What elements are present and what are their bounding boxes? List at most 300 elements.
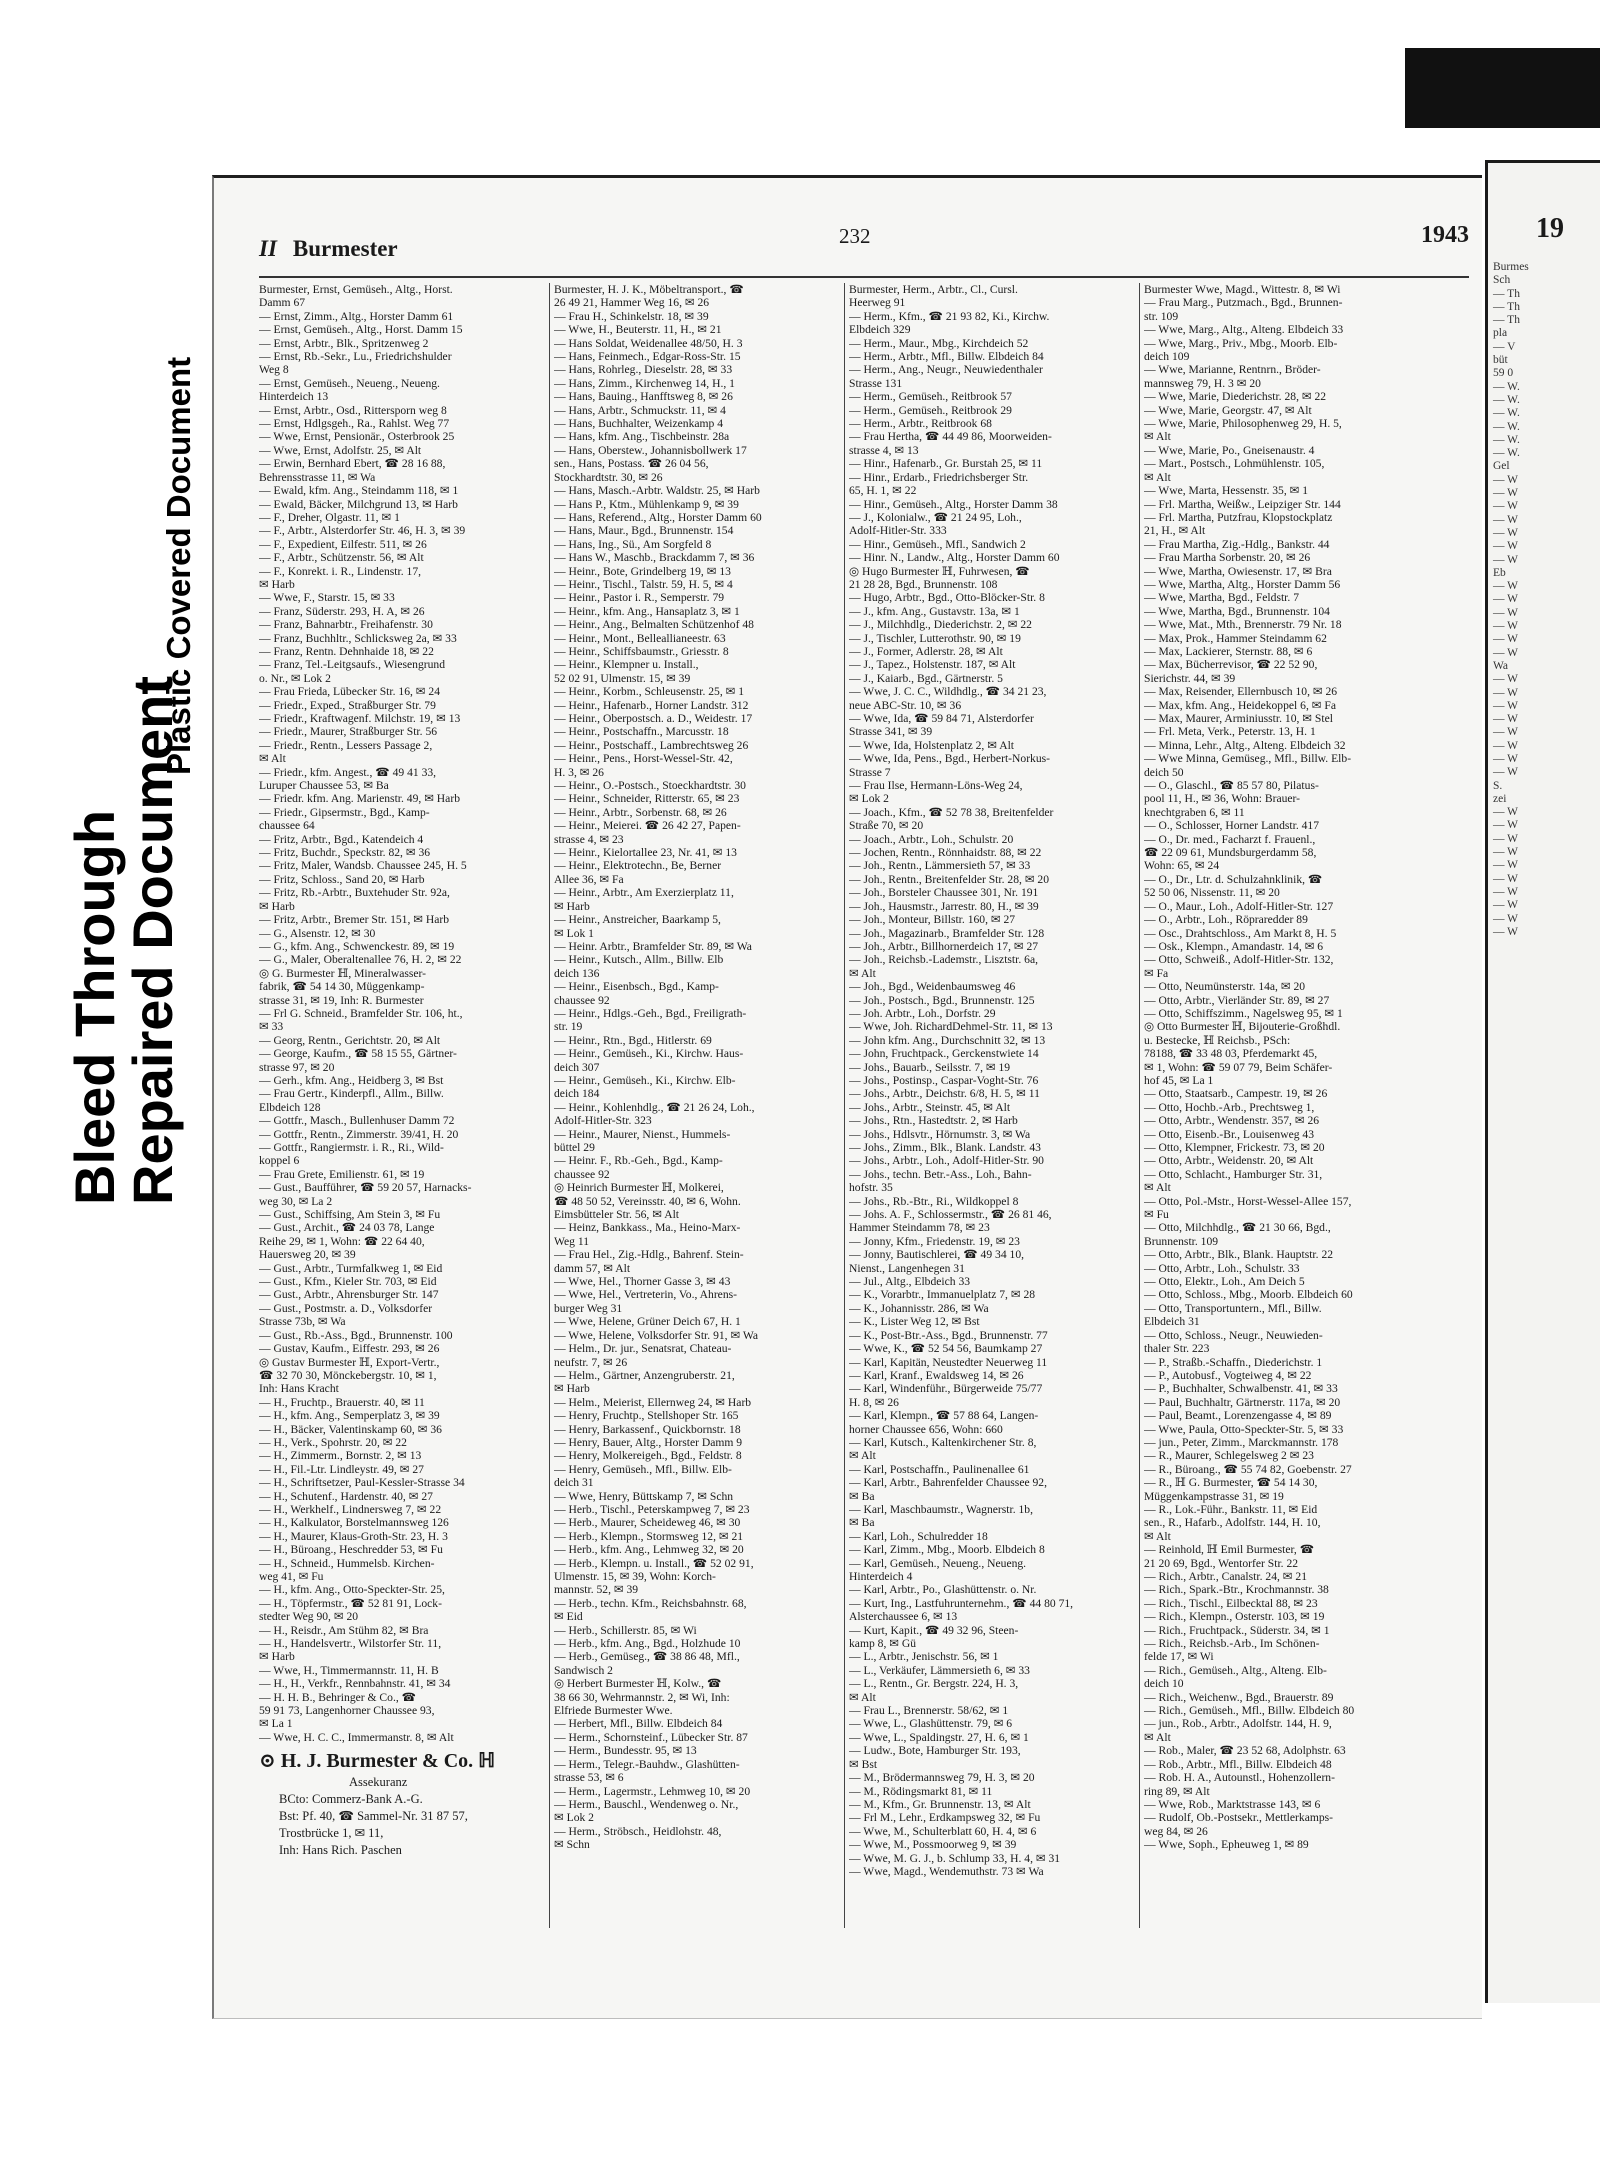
directory-entry-line: chaussee 92 bbox=[554, 993, 610, 1007]
directory-entry-line: — H., kfm. Ang., Otto-Speckter-Str. 25, bbox=[259, 1583, 445, 1597]
directory-entry-line: horner Chaussee 656, Wohn: 660 bbox=[849, 1422, 1003, 1436]
directory-entry-line: — Herb., Klempn. u. Install., ☎ 52 02 91, bbox=[554, 1556, 754, 1570]
directory-entry-line: — Heinr., Kohlenhdlg., ☎ 21 26 24, Loh., bbox=[554, 1100, 755, 1114]
directory-entry-line: 21, H., ✉ Alt bbox=[1144, 524, 1206, 538]
directory-entry-line: — Johs., Rb.-Btr., Ri., Wildkoppel 8 bbox=[849, 1194, 1019, 1208]
directory-entry-line: ◎ Otto Burmester ℍ, Bijouterie-Großhdl. bbox=[1144, 1020, 1341, 1034]
directory-entry-line: — Rich., Klempn., Osterstr. 103, ✉ 19 bbox=[1144, 1610, 1325, 1624]
directory-entry-line: — Heinr., Korbm., Schleusenstr. 25, ✉ 1 bbox=[554, 685, 745, 699]
directory-entry-line: — L., Arbtr., Jenischstr. 56, ✉ 1 bbox=[849, 1650, 999, 1664]
directory-entry-line: strasse 31, ✉ 19, Inh: R. Burmester bbox=[259, 993, 424, 1007]
directory-entry-line: — jun., Peter, Zimm., Marckmannstr. 178 bbox=[1144, 1435, 1339, 1449]
directory-entry-line: — H., Zimmerm., Bornstr. 2, ✉ 13 bbox=[259, 1449, 422, 1463]
directory-entry-line: — Gust., Baufführer, ☎ 59 20 57, Harnacks- bbox=[259, 1181, 472, 1195]
directory-entry-line: Ulmenstr. 15, ✉ 39, Wohn: Korch- bbox=[554, 1570, 716, 1583]
directory-entry-line: Strasse 341, ✉ 39 bbox=[849, 725, 933, 739]
directory-entry-line: 26 49 21, Hammer Weg 16, ✉ 26 bbox=[554, 296, 710, 310]
directory-entry-line: — Otto, Schlacht., Hamburger Str. 31, bbox=[1144, 1167, 1323, 1181]
directory-entry-line: Luruper Chaussee 53, ✉ Ba bbox=[259, 779, 389, 793]
directory-entry-line: — Otto, Schloss., Neugr., Neuwieden- bbox=[1144, 1328, 1323, 1342]
directory-entry-line: büttel 29 bbox=[554, 1141, 595, 1154]
directory-entry-line: — Franz, Rentn. Dehnhaide 18, ✉ 22 bbox=[259, 644, 434, 658]
directory-entry-line: — Friedr., Maurer, Straßburger Str. 56 bbox=[259, 725, 438, 739]
directory-entry-line: — J., Kolonialw., ☎ 21 24 95, Loh., bbox=[849, 510, 1022, 524]
next-page-line: — W bbox=[1493, 766, 1519, 779]
directory-entry-line: — Heinr., Postschaffn., Marcusstr. 18 bbox=[554, 725, 729, 739]
directory-entry-line: — Rich., Weichenw., Bgd., Brauerstr. 89 bbox=[1144, 1690, 1334, 1704]
directory-entry-line: — Wwe, Marie, Philosophenweg 29, H. 5, bbox=[1144, 417, 1342, 431]
directory-entry-line: burger Weg 31 bbox=[554, 1301, 623, 1315]
directory-entry-line: ✉ Alt bbox=[849, 1449, 876, 1463]
directory-entry-line: — Jonny, Kfm., Friedenstr. 19, ✉ 23 bbox=[849, 1234, 1020, 1248]
directory-entry-line: — Hans, Masch.-Arbtr. Waldstr. 25, ✉ Harb bbox=[554, 484, 760, 498]
directory-entry-line: — Karl, Kutsch., Kaltenkirchener Str. 8, bbox=[849, 1435, 1037, 1449]
directory-entry-line: — Karl, Maschbaumstr., Wagnerstr. 1b, bbox=[849, 1502, 1033, 1516]
directory-entry-line: — J., Milchhdlg., Diederichstr. 2, ✉ 22 bbox=[849, 618, 1032, 632]
directory-entry-line: — Wwe, M., Schulterblatt 60, H. 4, ✉ 6 bbox=[849, 1824, 1037, 1838]
directory-entry-line: Weg 11 bbox=[554, 1234, 590, 1248]
label-repaired-document: Repaired Document bbox=[121, 676, 184, 1205]
directory-entry-line: — Frau Gertr., Kinderpfl., Allm., Billw. bbox=[259, 1087, 444, 1101]
directory-entry-line: ✉ Fu bbox=[1144, 1208, 1169, 1222]
directory-entry-line: Damm 67 bbox=[259, 296, 306, 310]
directory-entry-line: — Heinr., kfm. Ang., Hansaplatz 3, ✉ 1 bbox=[554, 604, 740, 618]
directory-entry-line: — Hans, Rohrleg., Dieselstr. 28, ✉ 33 bbox=[554, 363, 733, 377]
company-entry-line: Trostbrücke 1, ✉ 11, bbox=[279, 1826, 384, 1841]
directory-entry-line: Behrensstrasse 11, ✉ Wa bbox=[259, 470, 376, 484]
directory-entry-line: — Rich., Gemüseh., Mfl., Billw. Elbdeich 80 bbox=[1144, 1704, 1355, 1718]
directory-entry-line: — Karl, Klempn., ☎ 57 88 64, Langen- bbox=[849, 1409, 1039, 1423]
directory-entry-line: — P., Straßb.-Schaffn., Diederichstr. 1 bbox=[1144, 1355, 1323, 1369]
directory-entry-line: ring 89, ✉ Alt bbox=[1144, 1784, 1210, 1798]
directory-entry-line: — Frl. Martha, Weißw., Leipziger Str. 144 bbox=[1144, 497, 1341, 511]
directory-entry-line: Wohn: 65, ✉ 24 bbox=[1144, 859, 1220, 873]
directory-entry-line: ✉ Ba bbox=[849, 1516, 875, 1530]
directory-entry-line: — Herb., Gemüseg., ☎ 38 86 48, Mfl., bbox=[554, 1650, 740, 1664]
directory-entry-line: — Wwe Minna, Gemüseg., Mfl., Billw. Elb- bbox=[1144, 752, 1352, 766]
directory-entry-line: — F., Expedient, Eilfestr. 511, ✉ 26 bbox=[259, 537, 427, 551]
directory-entry-line: — Helm., Gärtner, Anzengruberstr. 21, bbox=[554, 1368, 735, 1382]
directory-entry-line: — Johs., Arbtr., Loh., Adolf-Hitler-Str. 90 bbox=[849, 1154, 1044, 1168]
directory-entry-line: ✉ Alt bbox=[849, 966, 876, 980]
directory-entry-line: — Heinr., Anstreicher, Baarkamp 5, bbox=[554, 913, 721, 927]
directory-entry-line: — Gustav, Kaufm., Eiffestr. 293, ✉ 26 bbox=[259, 1342, 440, 1356]
overlay-labels bbox=[0, 0, 210, 1300]
directory-entry-line: ✉ Alt bbox=[849, 1690, 876, 1704]
directory-entry-line: — Otto, Pol.-Mstr., Horst-Wessel-Allee 157, bbox=[1144, 1194, 1352, 1208]
directory-entry-line: — Wwe, H., Timmermannstr. 11, H. B bbox=[259, 1663, 439, 1677]
directory-entry-line: mannstr. 52, ✉ 39 bbox=[554, 1583, 639, 1597]
directory-entry-line: — Max, Maurer, Arminiusstr. 10, ✉ Stel bbox=[1144, 712, 1333, 725]
directory-entry-line: — Joh., Rentn., Breitenfelder Str. 28, ✉ 20 bbox=[849, 872, 1050, 886]
directory-entry-line: — Hans, Ing., Sü., Am Sorgfeld 8 bbox=[554, 537, 712, 551]
directory-entry-line: — jun., Rob., Arbtr., Adolfstr. 144, H. 9, bbox=[1144, 1717, 1332, 1731]
directory-entry-line: — H., Töpfermstr., ☎ 52 81 91, Lock- bbox=[259, 1596, 442, 1610]
next-page-line: — W bbox=[1493, 859, 1519, 872]
directory-entry-line: — K., Johannisstr. 286, ✉ Wa bbox=[849, 1301, 989, 1315]
directory-entry-line: — Ludw., Bote, Hamburger Str. 193, bbox=[849, 1744, 1021, 1758]
directory-entry-line: — H., Schneid., Hummelsb. Kirchen- bbox=[259, 1556, 435, 1570]
directory-entry-line: — Max, kfm. Ang., Heidekoppel 6, ✉ Fa bbox=[1144, 698, 1336, 712]
directory-entry-line: — Osc., Drahtschloss., Am Markt 8, H. 5 bbox=[1144, 926, 1337, 940]
next-page-line: — W bbox=[1493, 832, 1519, 845]
directory-entry-line: chaussee 92 bbox=[554, 1167, 610, 1181]
directory-entry-line: ✉ Alt bbox=[1144, 1529, 1171, 1543]
directory-entry-line: — Hans, kfm. Ang., Tischbeinstr. 28a bbox=[554, 430, 730, 444]
directory-entry-line: ✉ Alt bbox=[1144, 430, 1171, 444]
directory-entry-line: Strasse 131 bbox=[849, 376, 903, 390]
directory-page bbox=[212, 175, 1482, 2019]
directory-entry-line: — M., Brödermannsweg 79, H. 3, ✉ 20 bbox=[849, 1771, 1035, 1785]
directory-entry-line: pool 11, H., ✉ 36, Wohn: Brauer- bbox=[1144, 792, 1301, 806]
next-page-text bbox=[1493, 261, 1529, 939]
next-page-line: — W. bbox=[1493, 407, 1520, 420]
directory-entry-line: 65, H. 1, ✉ 22 bbox=[849, 484, 917, 498]
directory-entry-line: — Frl M., Lehr., Erdkampsweg 32, ✉ Fu bbox=[849, 1811, 1041, 1825]
directory-entry-line: Adolf-Hitler-Str. 333 bbox=[849, 524, 947, 538]
next-page-line: — W bbox=[1493, 899, 1519, 912]
directory-entry-line: — Frau Ilse, Hermann-Löns-Weg 24, bbox=[849, 779, 1023, 793]
directory-entry-line: deich 136 bbox=[554, 966, 600, 980]
directory-entry-line: — Georg, Rentn., Gerichtstr. 20, ✉ Alt bbox=[259, 1033, 441, 1047]
directory-entry-line: — Wwe, Helene, Grüner Deich 67, H. 1 bbox=[554, 1315, 741, 1329]
directory-entry-line: — Wwe, Ernst, Adolfstr. 25, ✉ Alt bbox=[259, 443, 422, 457]
directory-entry-line: — Herm., Lagermstr., Lehmweg 10, ✉ 20 bbox=[554, 1784, 751, 1798]
directory-entry-line: — Hinr. N., Landw., Altg., Horster Damm 60 bbox=[849, 551, 1060, 565]
directory-entry-line: — Heinr., Schneider, Ritterstr. 65, ✉ 23 bbox=[554, 792, 740, 806]
directory-entry-line: — Wwe, Martha, Bgd., Feldstr. 7 bbox=[1144, 591, 1299, 605]
directory-entry-line: — Heinr., Arbtr., Sorbenstr. 68, ✉ 26 bbox=[554, 805, 727, 819]
directory-entry-line: — Paul, Buchhaltr, Gärtnerstr. 117a, ✉ 20 bbox=[1144, 1395, 1341, 1409]
directory-entry-line: — Johs., Bauarb., Seilsstr. 7, ✉ 19 bbox=[849, 1060, 1011, 1074]
directory-entry-line: neue ABC-Str. 10, ✉ 36 bbox=[849, 698, 962, 712]
next-page-line: — W bbox=[1493, 726, 1519, 739]
directory-entry-line: Elbdeich 31 bbox=[1144, 1315, 1200, 1329]
directory-entry-line: — Herm., Telegr.-Bauhdw., Glashütten- bbox=[554, 1757, 740, 1771]
directory-entry-line: — Herb., Schillerstr. 85, ✉ Wi bbox=[554, 1623, 697, 1637]
directory-entry-line: — John, Fruchtpack., Gerckenstwiete 14 bbox=[849, 1047, 1039, 1061]
directory-entry-line: — Helm., Dr. jur., Senatsrat, Chateau- bbox=[554, 1342, 732, 1356]
directory-entry-line: — Wwe, Helene, Volksdorfer Str. 91, ✉ Wa bbox=[554, 1328, 759, 1342]
next-page-line: — W bbox=[1493, 699, 1519, 712]
directory-entry-line: — Otto, Schweiß., Adolf-Hitler-Str. 132, bbox=[1144, 953, 1334, 967]
directory-entry-line: — Herb., kfm. Ang., Lehmweg 32, ✉ 20 bbox=[554, 1543, 744, 1557]
directory-entry-line: strasse 97, ✉ 20 bbox=[259, 1060, 335, 1074]
directory-entry-line: — Joh. Arbtr., Loh., Dorfstr. 29 bbox=[849, 1006, 996, 1020]
directory-entry-line: — Wwe, Marg., Altg., Alteng. Elbdeich 33 bbox=[1144, 323, 1344, 337]
directory-entry-line: — George, Kaufm., ☎ 58 15 55, Gärtner- bbox=[259, 1047, 457, 1061]
directory-entry-line: weg 41, ✉ Fu bbox=[259, 1570, 324, 1583]
directory-entry-line: — H., Bäcker, Valentinskamp 60, ✉ 36 bbox=[259, 1422, 442, 1436]
directory-entry-line: — Rob., Maler, ☎ 23 52 68, Adolphstr. 63 bbox=[1144, 1744, 1346, 1758]
column-divider bbox=[844, 283, 845, 1928]
directory-entry-line: — G., Maler, Oberaltenallee 76, H. 2, ✉ 22 bbox=[259, 953, 462, 967]
directory-entry-line: — Joh., Bgd., Weidenbaumsweg 46 bbox=[849, 980, 1016, 994]
directory-entry-line: — Ernst, Hdlgsgeh., Ra., Rahlst. Weg 77 bbox=[259, 417, 450, 431]
directory-entry-line: — Hans, Referend., Altg., Horster Damm 60 bbox=[554, 510, 762, 524]
header-heading bbox=[259, 236, 398, 262]
next-page-line: — W bbox=[1493, 925, 1519, 938]
directory-entry-line: — Otto, Schiffszimm., Nagelsweg 95, ✉ 1 bbox=[1144, 1006, 1343, 1020]
directory-entry-line: — Franz, Buchhltr., Schlicksweg 2a, ✉ 33 bbox=[259, 631, 457, 645]
directory-entry-line: sen., R., Hafarb., Adolfstr. 144, H. 10, bbox=[1144, 1516, 1321, 1530]
directory-entry-line: Hinterdeich 13 bbox=[259, 390, 329, 404]
directory-entry-line: — Wwe, F., Starstr. 15, ✉ 33 bbox=[259, 591, 395, 605]
directory-entry-line: — Friedr., Rentn., Lessers Passage 2, bbox=[259, 738, 433, 752]
directory-entry-line: — Franz, Tel.-Leitgsaufs., Wiesengrund bbox=[259, 658, 446, 672]
directory-entry-line: — Heinr., Rtn., Bgd., Hitlerstr. 69 bbox=[554, 1033, 712, 1047]
directory-entry-line: — Heinr., Gemüseh., Ki., Kirchw. Haus- bbox=[554, 1047, 744, 1061]
scan-black-corner bbox=[1405, 48, 1600, 128]
directory-entry-line: — Wwe, Henry, Büttskamp 7, ✉ Schn bbox=[554, 1489, 734, 1503]
directory-entry-line: — Heinr., Schiffsbaumstr., Griesstr. 8 bbox=[554, 644, 729, 658]
directory-entry-line: Brunnenstr. 109 bbox=[1144, 1234, 1219, 1248]
directory-entry-line: — Herb., kfm. Ang., Bgd., Holzhude 10 bbox=[554, 1637, 741, 1651]
next-page-line: Eb bbox=[1493, 566, 1506, 579]
directory-entry-line: Burmester Wwe, Magd., Wittestr. 8, ✉ Wi bbox=[1144, 283, 1341, 296]
directory-entry-line: — Mart., Postsch., Lohmühlenstr. 105, bbox=[1144, 457, 1325, 471]
directory-entry-line: Straße 70, ✉ 20 bbox=[849, 819, 924, 833]
directory-entry-line: ✉ Alt bbox=[259, 752, 286, 766]
directory-entry-line: deich 307 bbox=[554, 1060, 600, 1074]
next-page-line: — W. bbox=[1493, 420, 1520, 433]
directory-entry-line: — Kurt, Kapit., ☎ 49 32 96, Steen- bbox=[849, 1623, 1019, 1637]
directory-entry-line: — Wwe, H., Beuterstr. 11, H., ✉ 21 bbox=[554, 323, 722, 337]
directory-entry-line: — Hans, Maur., Bgd., Brunnenstr. 154 bbox=[554, 524, 734, 538]
next-page-line: — W bbox=[1493, 713, 1519, 726]
directory-entry-line: — Fritz, Schloss., Sand 20, ✉ Harb bbox=[259, 872, 425, 886]
directory-entry-line: — H., Fruchtp., Brauerstr. 40, ✉ 11 bbox=[259, 1395, 425, 1409]
directory-entry-line: hof 45, ✉ La 1 bbox=[1144, 1073, 1214, 1087]
directory-entry-line: — Johs., techn. Betr.-Ass., Loh., Bahn- bbox=[849, 1167, 1032, 1181]
directory-entry-line: — Max, Lackierer, Sternstr. 88, ✉ 6 bbox=[1144, 644, 1313, 658]
directory-entry-line: — J., Kaiarb., Bgd., Gärtnerstr. 5 bbox=[849, 671, 1003, 685]
next-page-line: — W bbox=[1493, 620, 1519, 633]
directory-entry-line: — Herm., Ströbsch., Heidlohstr. 48, bbox=[554, 1824, 722, 1838]
directory-entry-line: — Hans Soldat, Weidenallee 48/50, H. 3 bbox=[554, 336, 743, 350]
directory-entry-line: — F., Konrekt. i. R., Lindenstr. 17, bbox=[259, 564, 422, 578]
next-page-line: pla bbox=[1493, 327, 1508, 340]
directory-entry-line: — Heinr., Gemüseh., Ki., Kirchw. Elb- bbox=[554, 1073, 736, 1087]
directory-entry-line: Heerweg 91 bbox=[849, 296, 906, 310]
company-entry-name: ⊙ H. J. Burmester & Co. ℍ bbox=[259, 1750, 496, 1773]
next-page-line: — W bbox=[1493, 633, 1519, 646]
next-page-line: — W bbox=[1493, 872, 1519, 885]
directory-entry-line: — R., Büroang., ☎ 55 74 82, Goebenstr. 27 bbox=[1144, 1462, 1352, 1476]
directory-entry-line: — Wwe, M. G. J., b. Schlump 33, H. 4, ✉ 31 bbox=[849, 1851, 1061, 1865]
next-page-line: — W. bbox=[1493, 393, 1520, 406]
directory-entry-line: — Gust., Rb.-Ass., Bgd., Brunnenstr. 100 bbox=[259, 1328, 453, 1342]
directory-entry-line: — Otto, Transportuntern., Mfl., Billw. bbox=[1144, 1301, 1322, 1315]
directory-entry-line: — H., Werkhelf., Lindnersweg 7, ✉ 22 bbox=[259, 1502, 442, 1516]
next-page-line: — Th bbox=[1493, 300, 1520, 313]
next-page-line: S. bbox=[1493, 779, 1503, 792]
directory-entry-line: — Ernst, Rb.-Sekr., Lu., Friedrichshulder bbox=[259, 350, 452, 364]
directory-entry-line: — Johs., Zimm., Blk., Blank. Landstr. 43 bbox=[849, 1141, 1041, 1154]
next-page-line: — W bbox=[1493, 646, 1519, 659]
directory-entry-line: — Herb., Maurer, Scheideweg 46, ✉ 30 bbox=[554, 1516, 741, 1530]
directory-entry-line: — Heinr., Pastor i. R., Semperstr. 79 bbox=[554, 591, 725, 605]
directory-entry-line: stedter Weg 90, ✉ 20 bbox=[259, 1610, 359, 1624]
directory-entry-line: — Otto, Hochb.-Arb., Prechtsweg 1, bbox=[1144, 1100, 1315, 1114]
directory-entry-line: — Otto, Arbtr., Wendenstr. 357, ✉ 26 bbox=[1144, 1114, 1320, 1128]
directory-entry-line: — Heinr., Arbtr., Am Exerzierplatz 11, bbox=[554, 886, 734, 900]
directory-entry-line: str. 109 bbox=[1144, 309, 1179, 323]
next-page-line: — Th bbox=[1493, 287, 1520, 300]
directory-entry-line: Reihe 29, ✉ 1, Wohn: ☎ 22 64 40, bbox=[259, 1234, 425, 1248]
directory-entry-line: — H., H., Verkfr., Rennbahnstr. 41, ✉ 34 bbox=[259, 1677, 451, 1691]
directory-entry-line: — H., Kalkulator, Borstelmannsweg 126 bbox=[259, 1516, 449, 1530]
directory-entry-line: — Heinr., Elektrotechn., Be, Berner bbox=[554, 859, 722, 873]
directory-entry-line: — Ernst, Gemüseh., Neueng., Neueng. bbox=[259, 376, 440, 390]
directory-entry-line: — K., Vorarbtr., Immanuelplatz 7, ✉ 28 bbox=[849, 1288, 1036, 1302]
directory-entry-line: ☎ 22 09 61, Mundsburgerdamm 58, bbox=[1144, 846, 1317, 860]
directory-entry-line: — Rich., Tischl., Eilbecktal 88, ✉ 23 bbox=[1144, 1596, 1318, 1610]
directory-entry-line: — Heinr. Arbtr., Bramfelder Str. 89, ✉ Wa bbox=[554, 939, 752, 953]
directory-entry-line: Hammer Steindamm 78, ✉ 23 bbox=[849, 1221, 990, 1235]
heading-name: Burmester bbox=[292, 236, 398, 261]
directory-entry-line: — Hans, Bauing., Hanfftsweg 8, ✉ 26 bbox=[554, 390, 733, 404]
directory-entry-line: ◎ Hugo Burmester ℍ, Fuhrwesen, ☎ bbox=[849, 564, 1030, 578]
directory-entry-line: — Heinr., Tischl., Talstr. 59, H. 5, ✉ 4 bbox=[554, 577, 733, 591]
directory-entry-line: Inh: Hans Kracht bbox=[259, 1382, 339, 1396]
directory-entry-line: ✉ Bst bbox=[849, 1757, 878, 1771]
next-page-line: — W bbox=[1493, 806, 1519, 819]
directory-entry-line: — Joh., Hausmstr., Jarrestr. 80, H., ✉ 39 bbox=[849, 899, 1039, 913]
directory-entry-line: Sandwisch 2 bbox=[554, 1663, 613, 1677]
header-rule bbox=[259, 276, 1469, 278]
directory-entry-line: — Ernst, Gemüseh., Altg., Horst. Damm 15 bbox=[259, 323, 463, 337]
directory-entry-line: — Hugo, Arbtr., Bgd., Otto-Blöcker-Str. 8 bbox=[849, 591, 1045, 605]
label-bleed-through: Bleed Through bbox=[63, 809, 126, 1205]
directory-entry-line: — Wwe, Martha, Bgd., Brunnenstr. 104 bbox=[1144, 604, 1330, 618]
directory-entry-line: 52 50 06, Nissenstr. 11, ✉ 20 bbox=[1144, 886, 1280, 900]
directory-entry-line: — Gust., Arbtr., Turmfalkweg 1, ✉ Eid bbox=[259, 1261, 443, 1275]
directory-entry-line: — Herm., Arbtr., Reitbrook 68 bbox=[849, 417, 992, 431]
column-divider bbox=[549, 283, 550, 1928]
directory-entry-line: Strasse 7 bbox=[849, 765, 891, 779]
directory-entry-line: — Gust., Postmstr. a. D., Volksdorfer bbox=[259, 1301, 433, 1315]
directory-entry-line: deich 184 bbox=[554, 1087, 600, 1101]
directory-entry-line: — Wwe, L., Spaldingstr. 27, H. 6, ✉ 1 bbox=[849, 1730, 1029, 1744]
directory-entry-line: — F., Dreher, Olgastr. 11, ✉ 1 bbox=[259, 510, 400, 524]
directory-entry-line: Strasse 73b, ✉ Wa bbox=[259, 1315, 346, 1329]
directory-entry-line: — Wwe, Marie, Diederichstr. 28, ✉ 22 bbox=[1144, 390, 1327, 404]
directory-entry-line: — Helm., Meierist, Ellernweg 24, ✉ Harb bbox=[554, 1395, 752, 1409]
directory-entry-line: — Frau H., Schinkelstr. 18, ✉ 39 bbox=[554, 309, 709, 323]
next-page-line: — W. bbox=[1493, 433, 1520, 446]
directory-entry-line: — Herm., Bundesstr. 95, ✉ 13 bbox=[554, 1744, 697, 1758]
directory-entry-line: — Wwe, J. C. C., Wildhdlg., ☎ 34 21 23, bbox=[849, 685, 1047, 699]
directory-entry-line: Burmester, H. J. K., Möbeltransport., ☎ bbox=[554, 283, 744, 296]
directory-entry-line: — Joh., Magazinarb., Bramfelder Str. 128 bbox=[849, 926, 1045, 940]
directory-entry-line: — Jul., Altg., Elbdeich 33 bbox=[849, 1275, 971, 1289]
directory-entry-line: — Karl, Loh., Schulredder 18 bbox=[849, 1529, 988, 1543]
directory-entry-line: strasse 4, ✉ 13 bbox=[849, 443, 919, 457]
directory-entry-line: — H. H. B., Behringer & Co., ☎ bbox=[259, 1690, 417, 1704]
directory-entry-line: Hinterdeich 4 bbox=[849, 1570, 913, 1583]
directory-entry-line: — Herb., Klempn., Stormsweg 12, ✉ 21 bbox=[554, 1529, 744, 1543]
next-page-line: — W bbox=[1493, 606, 1519, 619]
directory-entry-line: — Otto, Schloss., Mbg., Moorb. Elbdeich 60 bbox=[1144, 1288, 1353, 1302]
next-page-line: — W bbox=[1493, 885, 1519, 898]
directory-entry-line: — Frau Hel., Zig.-Hdlg., Bahrenf. Stein- bbox=[554, 1248, 744, 1262]
next-page-line: — W bbox=[1493, 553, 1519, 566]
directory-entry-line: — Hinr., Gemüseh., Altg., Horster Damm 38 bbox=[849, 497, 1058, 511]
directory-entry-line: str. 19 bbox=[554, 1020, 583, 1034]
directory-entry-line: ✉ Lok 1 bbox=[554, 926, 594, 940]
directory-entry-line: hofstr. 35 bbox=[849, 1181, 893, 1195]
directory-entry-line: — Joh., Reichsb.-Lademstr., Lisztstr. 6a, bbox=[849, 953, 1039, 967]
directory-entry-line: — Rob. H. A., Autounstl., Hohenzollern- bbox=[1144, 1771, 1335, 1785]
directory-entry-line: — Max, Bücherrevisor, ☎ 22 52 90, bbox=[1144, 658, 1318, 672]
directory-entry-line: — Otto, Klempner, Frickestr. 73, ✉ 20 bbox=[1144, 1141, 1325, 1154]
directory-entry-line: — G., kfm. Ang., Schwenckestr. 89, ✉ 19 bbox=[259, 939, 455, 953]
directory-entry-line: — Minna, Lehr., Altg., Alteng. Elbdeich 32 bbox=[1144, 738, 1346, 752]
directory-entry-line: Eimsbütteler Str. 56, ✉ Alt bbox=[554, 1208, 680, 1222]
directory-entry-line: weg 30, ✉ La 2 bbox=[259, 1194, 333, 1208]
directory-entry-line: ✉ 1, Wohn: ☎ 59 07 79, Beim Schäfer- bbox=[1144, 1060, 1333, 1074]
directory-entry-line: — Hans, Oberstew., Johannisbollwerk 17 bbox=[554, 443, 747, 457]
directory-entry-line: o. Nr., ✉ Lok 2 bbox=[259, 671, 331, 685]
entries-column-2 bbox=[554, 283, 840, 1923]
next-page-line: Sch bbox=[1493, 274, 1511, 287]
directory-entry-line: — Ernst, Zimm., Altg., Horster Damm 61 bbox=[259, 309, 454, 323]
directory-entry-line: — Heinz, Bankkass., Ma., Heino-Marx- bbox=[554, 1221, 741, 1235]
directory-entry-line: — Erwin, Bernhard Ebert, ☎ 28 16 88, bbox=[259, 457, 446, 471]
directory-entry-line: — Wwe, Mat., Mth., Brennerstr. 79 Nr. 18 bbox=[1144, 618, 1342, 632]
next-page-line: — W bbox=[1493, 593, 1519, 606]
directory-entry-line: — Wwe, Joh. RichardDehmel-Str. 11, ✉ 13 bbox=[849, 1020, 1053, 1034]
directory-entry-line: — Max, Prok., Hammer Steindamm 62 bbox=[1144, 631, 1327, 645]
directory-entry-line: — Friedr., Gipsermstr., Bgd., Kamp- bbox=[259, 805, 430, 819]
directory-entry-line: Elbdeich 128 bbox=[259, 1100, 321, 1114]
directory-entry-line: — O., Dr. med., Facharzt f. Frauenl., bbox=[1144, 832, 1316, 846]
directory-entry-line: — Wwe, Hel., Vertreterin, Vo., Ahrens- bbox=[554, 1288, 737, 1302]
directory-entry-line: — P., Buchhalter, Schwalbenstr. 41, ✉ 33 bbox=[1144, 1382, 1338, 1396]
directory-entry-line: — Wwe, Ida, Pens., Bgd., Herbert-Norkus- bbox=[849, 752, 1051, 766]
directory-entry-line: — Kurt, Ing., Lastfuhrunternehm., ☎ 44 80 71, bbox=[849, 1596, 1074, 1610]
directory-entry-line: ◎ Herbert Burmester ℍ, Kolw., ☎ bbox=[554, 1677, 722, 1691]
directory-entry-line: — Wwe, M., Possmoorweg 9, ✉ 39 bbox=[849, 1838, 1017, 1852]
directory-entry-line: — Herm., Gemüseh., Reitbrook 29 bbox=[849, 403, 1012, 417]
directory-entry-line: ◎ Gustav Burmester ℍ, Export-Vertr., bbox=[259, 1355, 440, 1369]
directory-entry-line: ✉ Harb bbox=[554, 899, 590, 913]
directory-entry-line: — Henry, Fruchtp., Stellshoper Str. 165 bbox=[554, 1409, 739, 1423]
directory-entry-line: — Frau Grete, Emilienstr. 61, ✉ 19 bbox=[259, 1167, 425, 1181]
section-numeral: II bbox=[259, 236, 277, 261]
directory-entry-line: — Hans, Feinmech., Edgar-Ross-Str. 15 bbox=[554, 350, 741, 364]
directory-entry-line: — J., Former, Adlerstr. 28, ✉ Alt bbox=[849, 644, 1003, 658]
next-page-line: — W bbox=[1493, 580, 1519, 593]
next-page-line: — W bbox=[1493, 513, 1519, 526]
directory-entry-line: — Heinr., Eisenbsch., Bgd., Kamp- bbox=[554, 980, 719, 994]
directory-entry-line: Burmester, Ernst, Gemüseh., Altg., Horst. bbox=[259, 283, 453, 296]
directory-entry-line: — Fritz, Maler, Wandsb. Chaussee 245, H. 5 bbox=[259, 859, 467, 873]
directory-entry-line: Nienst., Langenhegen 31 bbox=[849, 1261, 965, 1275]
directory-entry-line: — Heinr., Hdlgs.-Geh., Bgd., Freiligrath- bbox=[554, 1006, 747, 1020]
directory-entry-line: — Otto, Elektr., Loh., Am Deich 5 bbox=[1144, 1275, 1305, 1289]
directory-entry-line: — Wwe, Marg., Priv., Mbg., Moorb. Elb- bbox=[1144, 336, 1338, 350]
directory-entry-line: — Frau Hertha, ☎ 44 49 86, Moorweiden- bbox=[849, 430, 1052, 444]
directory-entry-line: — H., Schutenf., Hardenstr. 40, ✉ 27 bbox=[259, 1489, 433, 1503]
directory-entry-line: — Heinr., Pens., Horst-Wessel-Str. 42, bbox=[554, 752, 733, 766]
next-page-line: — W bbox=[1493, 739, 1519, 752]
next-page-line: — W bbox=[1493, 473, 1519, 486]
next-page-line: — W. bbox=[1493, 447, 1520, 460]
next-page-line: — W. bbox=[1493, 380, 1520, 393]
directory-entry-line: 59 91 73, Langenhorner Chaussee 93, bbox=[259, 1704, 435, 1718]
